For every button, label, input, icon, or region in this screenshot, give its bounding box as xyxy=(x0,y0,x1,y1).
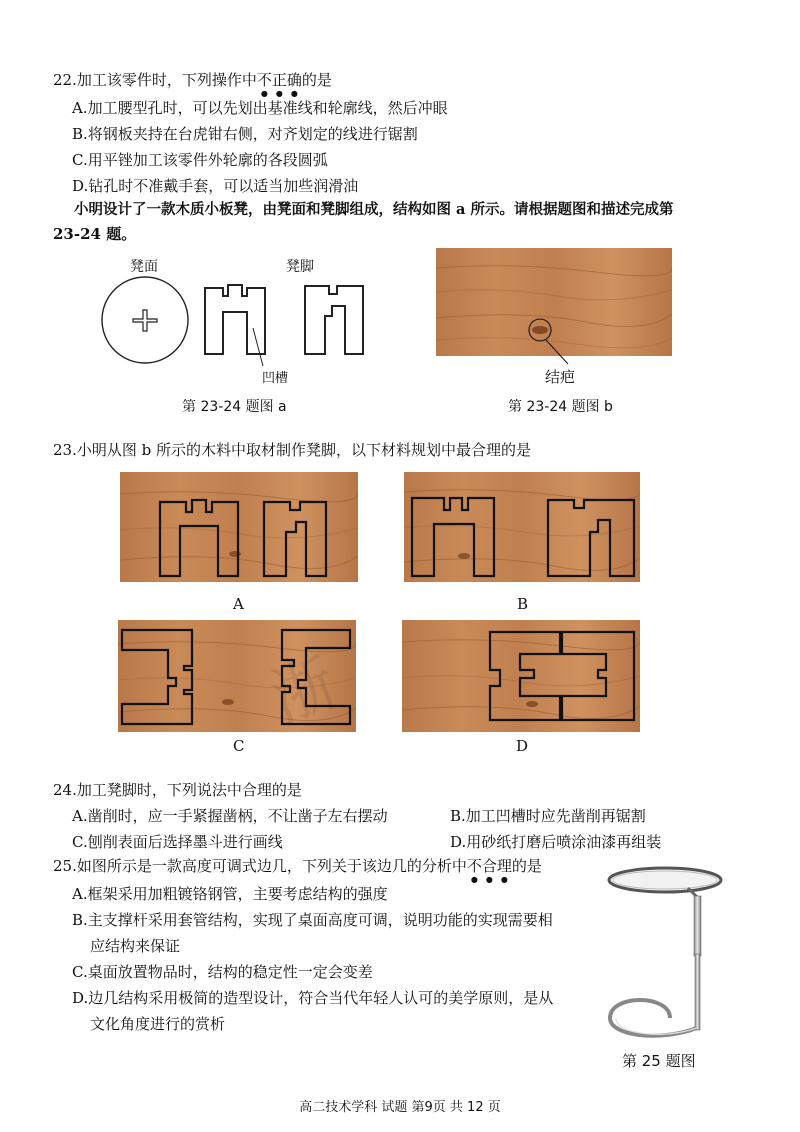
leg-shape-2 xyxy=(305,286,363,354)
intro-line1: 小明设计了一款木质小板凳，由凳面和凳脚组成，结构如图 a 所示。请根据题图和描述完成第 xyxy=(74,201,674,218)
q25-stem-post: 的是 xyxy=(511,857,542,875)
q25-option-a[interactable]: A.框架采用加粗镀铬钢管，主要考虑结构的强度 xyxy=(72,885,388,903)
q24-option-a[interactable]: A.凿削时，应一手紧握凿柄，不让凿子左右摆动 xyxy=(72,807,388,825)
q25-option-d-cont[interactable]: 文化角度进行的赏析 xyxy=(90,1015,226,1033)
leg-shape-1 xyxy=(205,285,265,354)
q24-stem: 24.加工凳脚时，下列说法中合理的是 xyxy=(53,781,302,799)
q25-option-b-cont[interactable]: 应结构来保证 xyxy=(90,937,181,955)
side-table-figure xyxy=(600,858,730,1044)
q25-option-d[interactable]: D.边几结构采用极简的造型设计，符合当代年轻人认可的美学原则，是从 xyxy=(72,989,554,1007)
q22-option-c[interactable]: C.用平锉加工该零件外轮廓的各段圆弧 xyxy=(72,151,328,169)
q22-stem-pre: 22.加工该零件时，下列操作中 xyxy=(53,71,257,89)
q22-option-a[interactable]: A.加工腰型孔时，可以先划出基准线和轮廓线，然后冲眼 xyxy=(72,99,448,117)
q22-stem-emphasis: 不正确 xyxy=(256,71,302,89)
q22-stem xyxy=(53,70,332,98)
groove-pointer xyxy=(253,328,263,366)
fig-b-label-knot: 结疤 xyxy=(545,368,576,386)
q24-option-d[interactable]: D.用砂纸打磨后喷涂油漆再组装 xyxy=(450,833,662,851)
q22-option-b[interactable]: B.将钢板夹持在台虎钳右侧，对齐划定的线进行锯割 xyxy=(72,125,418,143)
q23-label-d: D xyxy=(516,737,529,755)
seat-cross xyxy=(133,310,157,331)
q25-stem-pre: 25.如图所示是一款高度可调式边几，下列关于该边几的分析中 xyxy=(53,857,467,875)
fig-a-label-groove: 凹槽 xyxy=(262,371,289,386)
q23-stem: 23.小明从图 b 所示的木料中取材制作凳脚，以下材料规划中最合理的是 xyxy=(53,441,531,459)
q25-stem xyxy=(53,856,542,884)
intro-line2: 23-24 题。 xyxy=(53,225,137,243)
knot-pointer xyxy=(540,338,580,368)
q25-option-c[interactable]: C.桌面放置物品时，结构的稳定性一定会变差 xyxy=(72,963,373,981)
q25-stem-emphasis: 不合理 xyxy=(466,857,512,875)
q23-label-c: C xyxy=(233,737,245,755)
q23-board-a[interactable] xyxy=(120,472,358,582)
q23-label-b: B xyxy=(517,595,529,613)
fig-a-label-legs: 凳脚 xyxy=(286,259,314,275)
fig-a-label-seat: 凳面 xyxy=(130,259,158,275)
q25-caption: 第 25 题图 xyxy=(622,1052,696,1070)
watermark: 浙 xyxy=(261,645,347,738)
seat-circle xyxy=(102,277,188,363)
q22-option-d[interactable]: D.钻孔时不准戴手套，可以适当加些润滑油 xyxy=(72,177,359,195)
fig-b-caption: 第 23-24 题图 b xyxy=(508,399,613,415)
q25-option-b[interactable]: B.主支撑杆采用套管结构，实现了桌面高度可调，说明功能的实现需要相 xyxy=(72,911,553,929)
q23-board-d[interactable] xyxy=(402,620,640,732)
q24-option-c[interactable]: C.刨削表面后选择墨斗进行画线 xyxy=(72,833,283,851)
q23-board-b[interactable] xyxy=(404,472,640,582)
q23-label-a: A xyxy=(233,595,244,613)
q24-option-b[interactable]: B.加工凹槽时应先凿削再锯割 xyxy=(450,807,646,825)
page-footer: 高二技术学科 试题 第9页 共 12 页 xyxy=(299,1100,501,1115)
fig-a-caption: 第 23-24 题图 a xyxy=(182,399,287,415)
q22-stem-post: 的是 xyxy=(301,71,332,89)
fig-a-drawing xyxy=(95,270,415,380)
